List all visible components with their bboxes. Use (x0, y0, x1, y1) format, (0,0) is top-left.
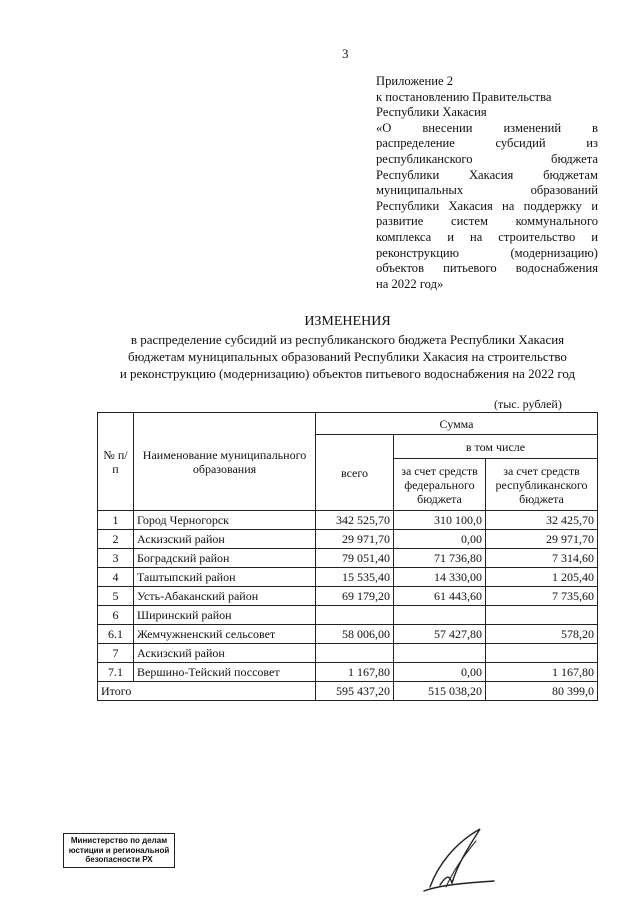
cell-federal: 61 443,60 (394, 587, 486, 606)
col-header-num: № п/п (98, 413, 134, 511)
cell-name: Боградский район (134, 549, 316, 568)
cell-republic (486, 606, 598, 625)
table-row (98, 606, 598, 625)
cell-federal: 0,00 (394, 663, 486, 682)
appendix-line: распределение субсидий из (376, 136, 598, 151)
cell-federal: 310 100,0 (394, 511, 486, 530)
cell-total: 342 525,70 (316, 511, 394, 530)
cell-name: Ширинский район (134, 606, 316, 625)
signature (410, 825, 500, 895)
cell-num: 6 (98, 606, 134, 625)
cell-republic: 32 425,70 (486, 511, 598, 530)
cell-num: 1 (98, 511, 134, 530)
cell-num: 5 (98, 587, 134, 606)
cell-total: 29 971,70 (316, 530, 394, 549)
cell-republic: 1 167,80 (486, 663, 598, 682)
cell-federal: 71 736,80 (394, 549, 486, 568)
cell-federal (394, 606, 486, 625)
subtitle-line: в распределение субсидий из республиканского бюджета Республики Хакасия (130, 332, 565, 347)
table-row (98, 568, 598, 587)
cell-total: 1 167,80 (316, 663, 394, 682)
table-row (98, 549, 598, 568)
cell-total: 69 179,20 (316, 587, 394, 606)
col-header-name: Наименование муниципального образования (134, 413, 316, 511)
cell-name: Вершино-Тейский поссовет (134, 663, 316, 682)
units-label: (тыс. рублей) (494, 397, 562, 411)
cell-republic: 7 735,60 (486, 587, 598, 606)
appendix-line: Республики Хакасия (376, 105, 487, 120)
cell-federal (394, 644, 486, 663)
col-header-federal: за счет средств федерального бюджета (394, 459, 486, 511)
cell-republic: 29 971,70 (486, 530, 598, 549)
ministry-stamp (63, 833, 175, 868)
subsidy-table (97, 412, 598, 701)
col-header-total: всего (316, 435, 394, 511)
total-federal: 515 038,20 (394, 682, 486, 701)
cell-num: 6.1 (98, 625, 134, 644)
appendix-line: Приложение 2 (376, 74, 454, 88)
cell-federal: 0,00 (394, 530, 486, 549)
cell-num: 3 (98, 549, 134, 568)
col-header-including: в том числе (394, 435, 598, 459)
table-row (98, 587, 598, 606)
cell-name: Усть-Абаканский район (134, 587, 316, 606)
cell-total: 15 535,40 (316, 568, 394, 587)
table-row (98, 625, 598, 644)
appendix-line: республиканского бюджета (376, 151, 598, 166)
appendix-line: на 2022 год» (376, 276, 444, 291)
cell-federal: 14 330,00 (394, 568, 486, 587)
document-subtitle (80, 331, 615, 382)
cell-name: Город Черногорск (134, 511, 316, 530)
cell-republic: 578,20 (486, 625, 598, 644)
col-header-sum: Сумма (316, 413, 598, 435)
appendix-line: Республики Хакасия на поддержку и (376, 198, 598, 213)
cell-num: 2 (98, 530, 134, 549)
total-republic: 80 399,0 (486, 682, 598, 701)
appendix-line: развитие систем коммунального (376, 214, 598, 229)
appendix-line: муниципальных образований (376, 183, 598, 198)
table-total-row (98, 682, 598, 701)
total-label: Итого (98, 682, 316, 701)
table-row (98, 644, 598, 663)
table-row (98, 511, 598, 530)
appendix-line: объектов питьевого водоснабжения (376, 261, 598, 276)
cell-federal: 57 427,80 (394, 625, 486, 644)
cell-total: 58 006,00 (316, 625, 394, 644)
appendix-note (376, 74, 598, 292)
stamp-line: юстиции и региональной (68, 845, 170, 855)
cell-num: 4 (98, 568, 134, 587)
cell-num: 7.1 (98, 663, 134, 682)
cell-total: 79 051,40 (316, 549, 394, 568)
appendix-line: реконструкцию (модернизацию) (376, 245, 598, 260)
total-sum: 595 437,20 (316, 682, 394, 701)
cell-total (316, 644, 394, 663)
cell-republic: 1 205,40 (486, 568, 598, 587)
cell-total (316, 606, 394, 625)
appendix-line: комплекса и на строительство и (376, 229, 598, 244)
appendix-line: «О внесении изменений в (376, 120, 598, 135)
cell-republic: 7 314,60 (486, 549, 598, 568)
subtitle-line: и реконструкцию (модернизацию) объектов питьевого водоснабжения на 2022 год (119, 366, 576, 381)
cell-republic (486, 644, 598, 663)
cell-name: Жемчужненский сельсовет (134, 625, 316, 644)
cell-num: 7 (98, 644, 134, 663)
page-number: 3 (342, 46, 349, 61)
stamp-line: безопасности РХ (85, 855, 153, 864)
document-title: ИЗМЕНЕНИЯ (304, 314, 391, 329)
col-header-republic: за счет средств республиканского бюджета (486, 459, 598, 511)
cell-name: Таштыпский район (134, 568, 316, 587)
subtitle-line: бюджетам муниципальных образований Республики Хакасия на строительство (128, 349, 567, 364)
table-row (98, 663, 598, 682)
table-row (98, 530, 598, 549)
stamp-line: Министерство по делам (70, 836, 168, 845)
cell-name: Аскизский район (134, 644, 316, 663)
appendix-line: к постановлению Правительства (376, 89, 552, 104)
appendix-line: Республики Хакасия бюджетам (376, 167, 598, 182)
cell-name: Аскизский район (134, 530, 316, 549)
